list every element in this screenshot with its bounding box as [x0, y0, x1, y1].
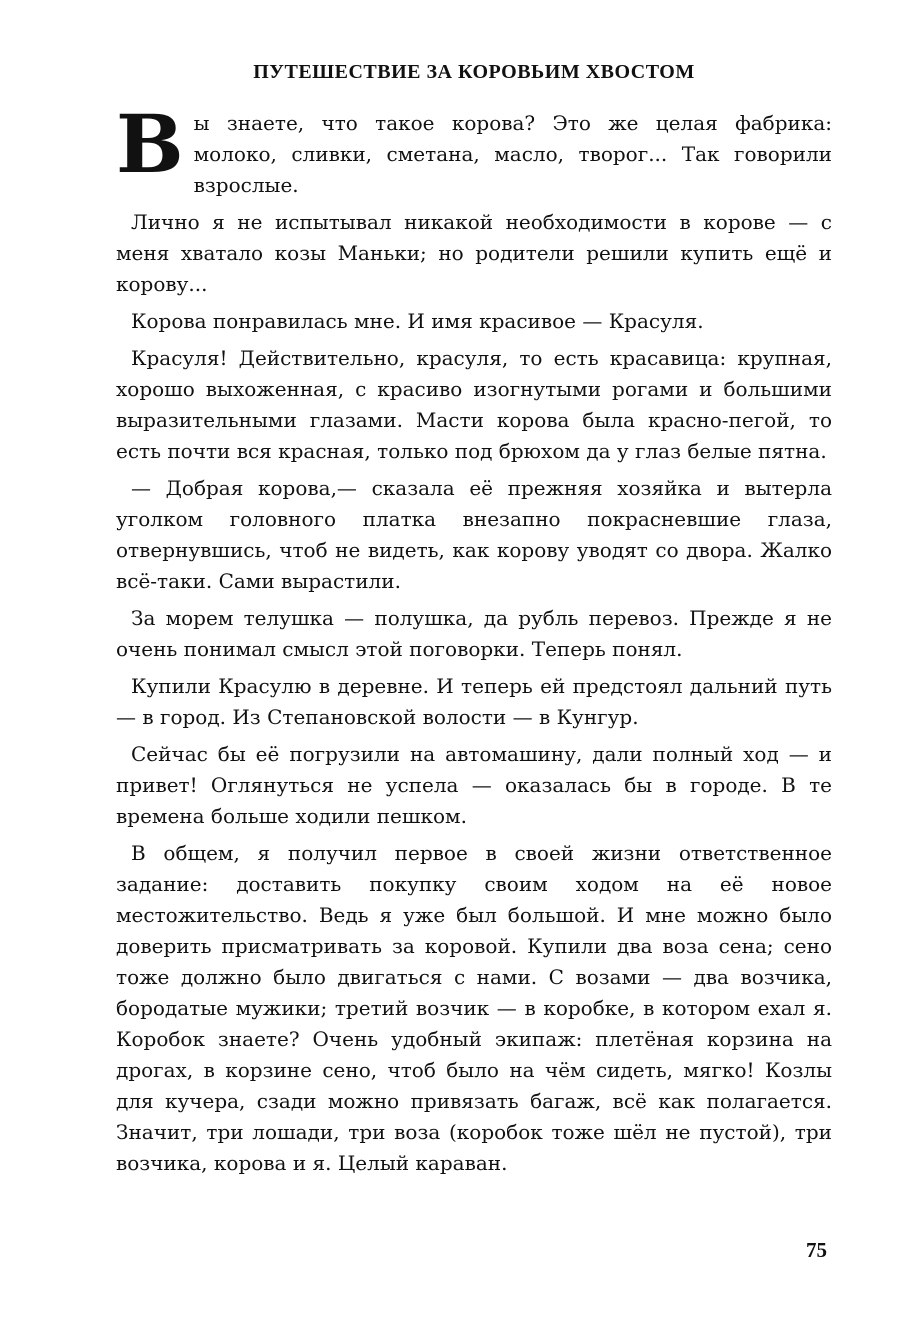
paragraph-5: — Добрая корова,— сказала её прежняя хозяйка и вытерла уголком головного платка внезапно покрасневшие глаза, отвернувшись, чтоб не видеть, как корову уводят со двора. Жалко всё-таки. Сами вырастили.: [116, 476, 832, 593]
paragraph-1-text: ы знаете, что такое корова? Это же целая фабрика: молоко, сливки, сметана, масло, творог... Так говорили взрослые.: [193, 111, 832, 197]
paragraph-6: За морем телушка — полушка, да рубль перевоз. Прежде я не очень понимал смысл этой поговорки. Теперь понял.: [116, 606, 832, 661]
paragraph-7: Купили Красулю в деревне. И теперь ей предстоял дальний путь — в город. Из Степановской волости — в Кунгур.: [116, 674, 832, 729]
paragraph-4: Красуля! Действительно, красуля, то есть красавица: крупная, хорошо выхоженная, с красиво изогнутыми рогами и большими выразительными глазами. Масти корова была красно-пегой, то есть почти вся красная, только под брюхом да у глаз белые пятна.: [116, 346, 832, 463]
drop-cap: В: [116, 97, 184, 191]
chapter-title: ПУТЕШЕСТВИЕ ЗА КОРОВЬИМ ХВОСТОМ: [253, 61, 695, 83]
paragraph-3: Корова понравилась мне. И имя красивое — Красуля.: [131, 309, 704, 333]
page-content: [116, 58, 832, 1185]
page-number: 75: [806, 1238, 827, 1262]
paragraph-2: Лично я не испытывал никакой необходимости в корове — с меня хватало козы Маньки; но родители решили купить ещё и корову...: [116, 210, 832, 296]
paragraph-8: Сейчас бы её погрузили на автомашину, дали полный ход — и привет! Оглянуться не успела — оказалась бы в городе. В те времена больше ходили пешком.: [116, 742, 832, 828]
paragraph-1: [116, 97, 832, 201]
paragraph-9: В общем, я получил первое в своей жизни ответственное задание: доставить покупку своим ходом на её новое местожительство. Ведь я уже был большой. И мне можно было доверить присматривать за коровой. Купили два воза сена; сено тоже должно было двигаться с нами. С возами — два возчика, бородатые мужики; третий возчик — в коробке, в котором ехал я. Коробок знаете? Очень удобный экипаж: плетёная корзина на дрогах, в корзине сено, чтоб было на чём сидеть, мягко! Козлы для кучера, сзади можно привязать багаж, всё как полагается. Значит, три лошади, три воза (коробок тоже шёл не пустой), три возчика, корова и я. Целый караван.: [116, 841, 832, 1175]
